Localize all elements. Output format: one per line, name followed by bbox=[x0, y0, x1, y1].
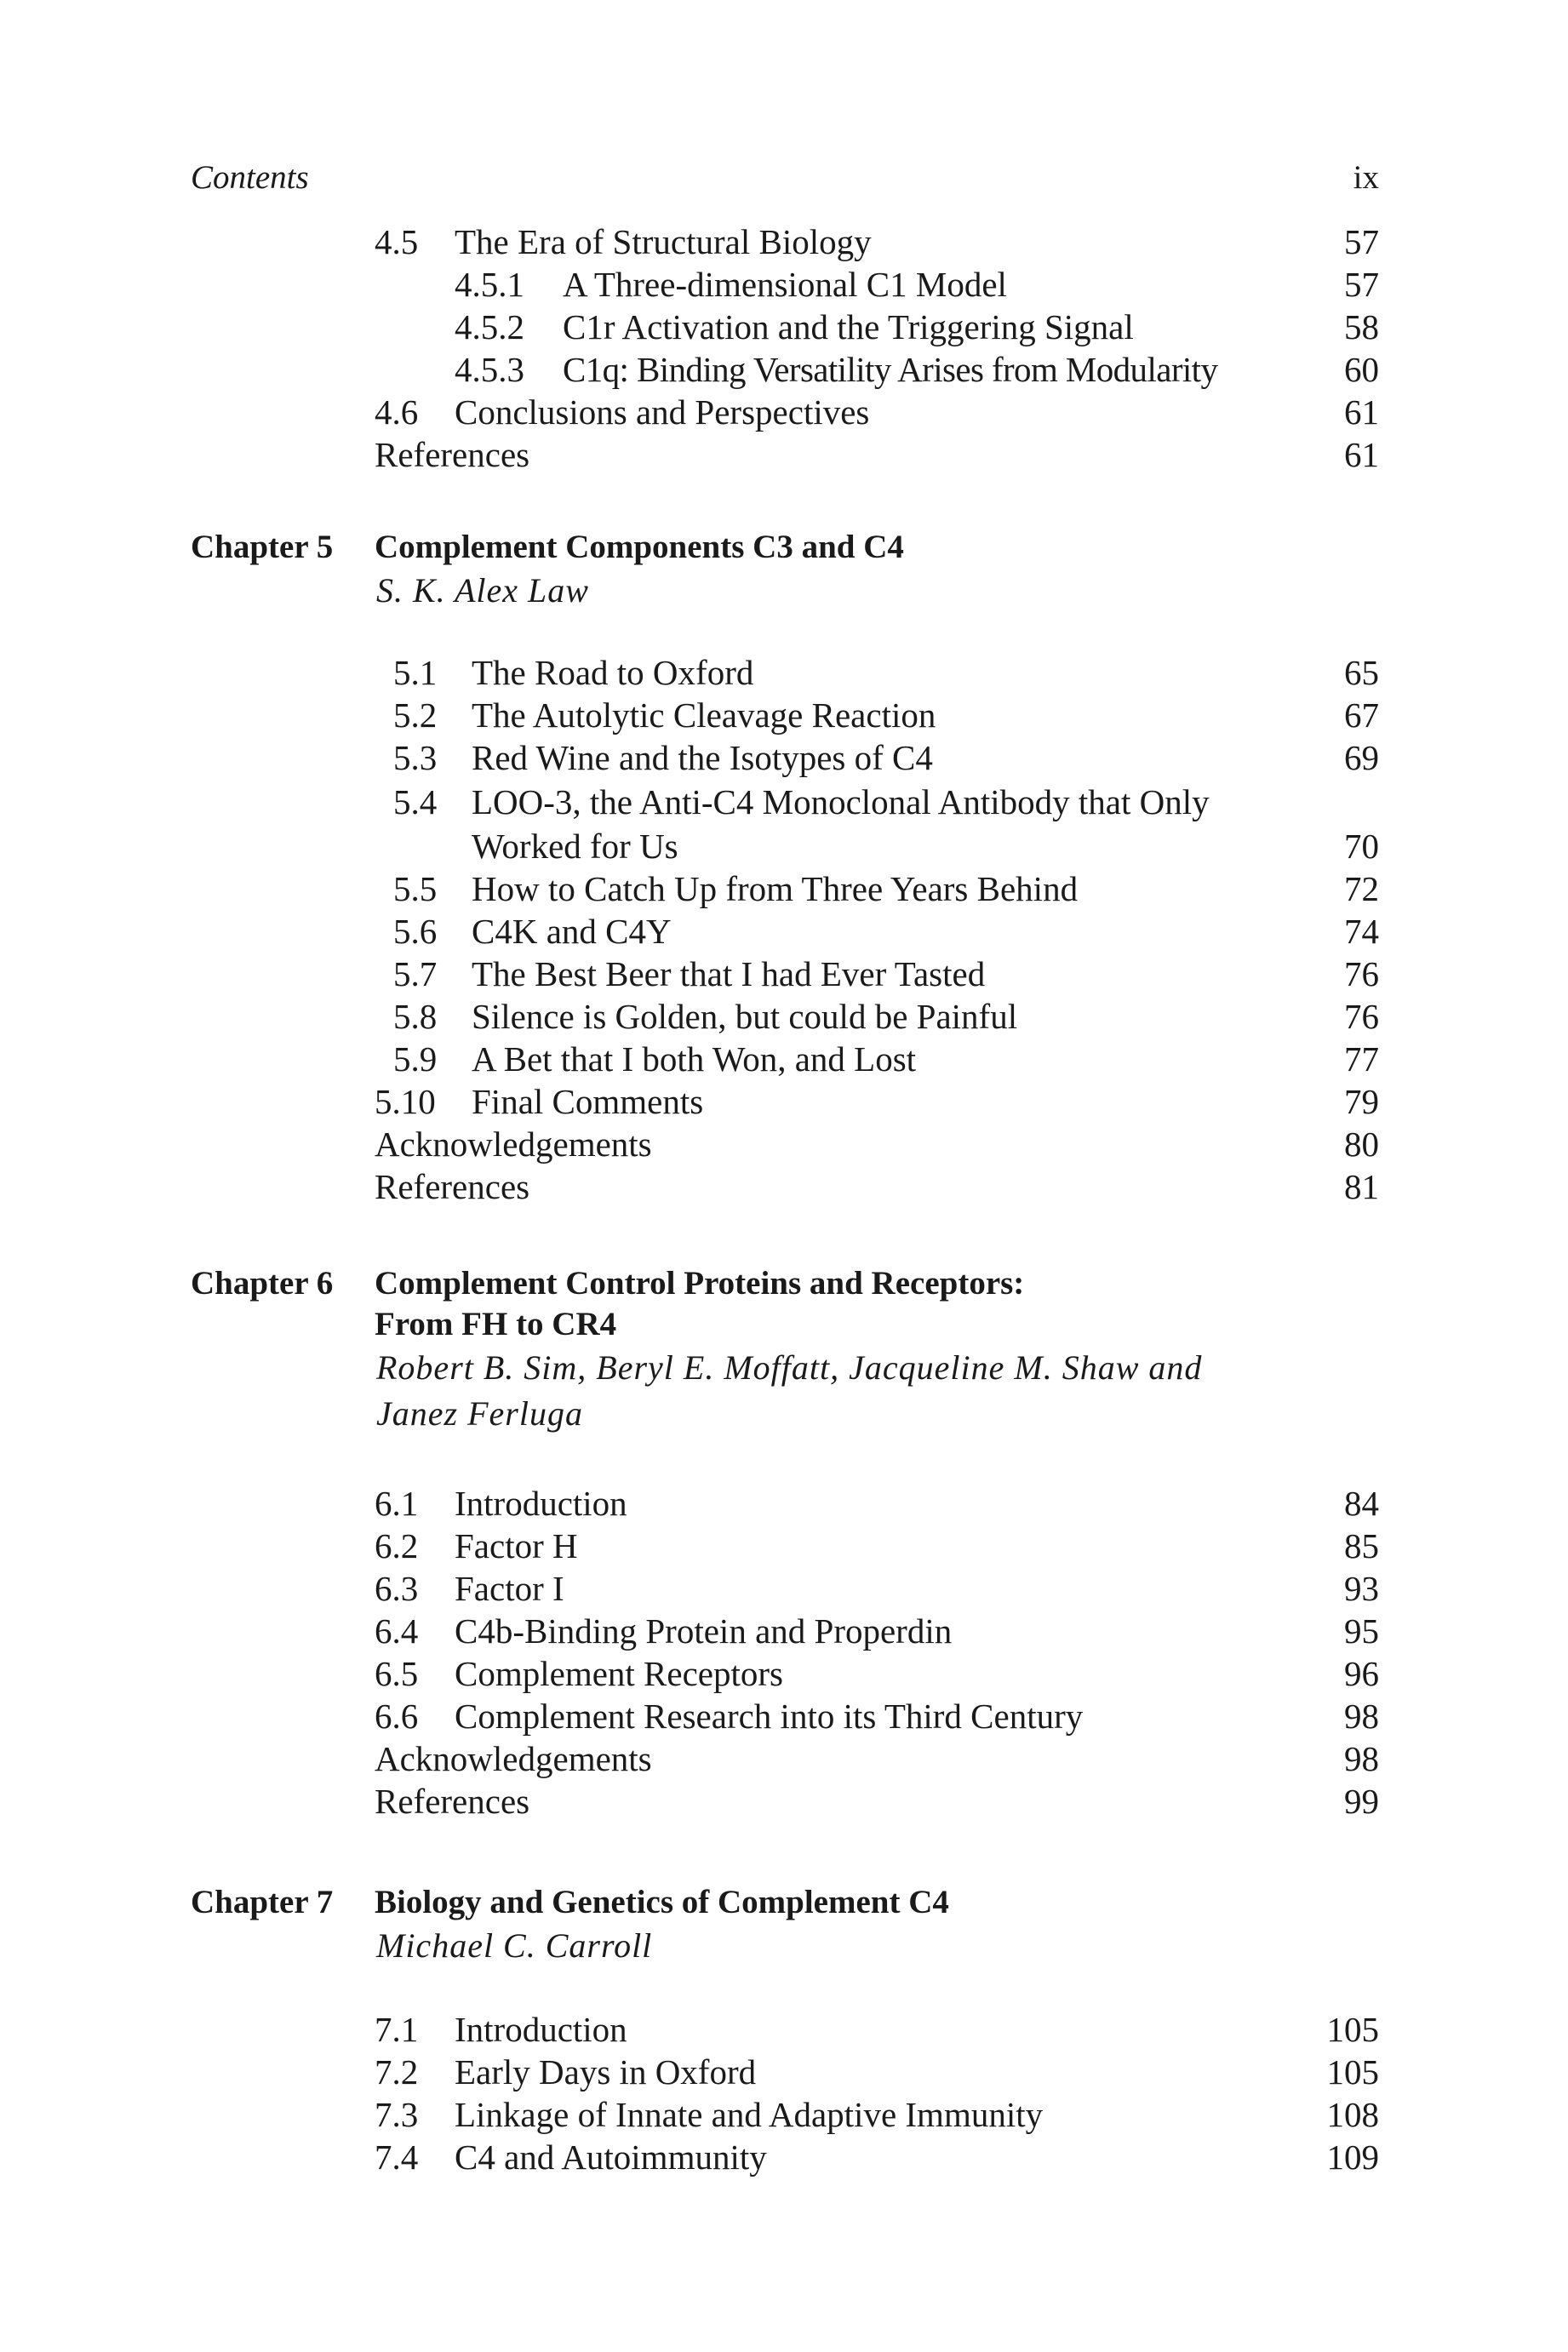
toc-entry-title: Conclusions and Perspectives bbox=[455, 392, 870, 432]
toc-entry-number: 4.5 bbox=[375, 222, 419, 261]
toc-entry[interactable] bbox=[191, 433, 1379, 476]
toc-entry-page: 57 bbox=[1344, 222, 1379, 261]
toc-entry-title: The Era of Structural Biology bbox=[455, 222, 872, 261]
toc-entry-number: 6.6 bbox=[375, 1697, 419, 1736]
toc-entry-page: 108 bbox=[1326, 2095, 1379, 2134]
toc-entry-number: 6.1 bbox=[375, 1484, 419, 1523]
toc-entry-number: 5.5 bbox=[393, 869, 438, 908]
toc-entry-number: 7.2 bbox=[375, 2052, 419, 2092]
toc-entry-number: 6.5 bbox=[375, 1654, 419, 1693]
toc-entry-page: 98 bbox=[1344, 1739, 1379, 1778]
toc-entry-title: C4 and Autoimmunity bbox=[455, 2137, 767, 2177]
toc-entry-number: 5.9 bbox=[393, 1039, 438, 1079]
toc-entry-title: Silence is Golden, but could be Painful bbox=[472, 997, 1018, 1036]
toc-entry-page: 109 bbox=[1326, 2137, 1379, 2177]
toc-entry-page: 57 bbox=[1344, 265, 1379, 304]
toc-entry-page: 61 bbox=[1344, 392, 1379, 432]
toc-entry[interactable] bbox=[191, 1123, 1379, 1165]
toc-entry-title: C1q: Binding Versatility Arises from Modularity bbox=[563, 350, 1218, 389]
toc-entry-title: Factor I bbox=[455, 1569, 564, 1608]
toc-entry-title: Linkage of Innate and Adaptive Immunity bbox=[455, 2095, 1044, 2134]
chapter4-continuation bbox=[191, 220, 1379, 476]
toc-entry-page: 61 bbox=[1344, 435, 1379, 474]
toc-entry-page: 98 bbox=[1344, 1697, 1379, 1736]
toc-entry[interactable] bbox=[191, 1080, 1379, 1123]
toc-entry[interactable] bbox=[191, 220, 1379, 263]
toc-entry-title: The Best Beer that I had Ever Tasted bbox=[472, 954, 986, 993]
chapter7-heading bbox=[191, 1881, 1379, 1970]
toc-entry-page: 93 bbox=[1344, 1569, 1379, 1608]
toc-entry[interactable] bbox=[191, 391, 1379, 433]
toc-entry[interactable] bbox=[191, 651, 1379, 694]
toc-entry-number: 5.1 bbox=[393, 653, 438, 692]
toc-entry[interactable] bbox=[191, 995, 1379, 1038]
toc-entry-page: 105 bbox=[1326, 2010, 1379, 2049]
chapter5-heading bbox=[191, 526, 1379, 615]
toc-entry-page: 85 bbox=[1344, 1526, 1379, 1565]
toc-entry-title: Early Days in Oxford bbox=[455, 2052, 757, 2092]
toc-entry-number: 5.8 bbox=[393, 997, 438, 1036]
toc-entry-page: 79 bbox=[1344, 1082, 1379, 1121]
toc-entry-number: 4.5.1 bbox=[455, 265, 524, 304]
toc-entry-page: 80 bbox=[1344, 1124, 1379, 1164]
page-number: ix bbox=[1353, 159, 1379, 196]
running-head bbox=[191, 158, 1379, 203]
toc-entry-page: 58 bbox=[1344, 307, 1379, 346]
toc-entry-title: References bbox=[375, 1782, 530, 1821]
toc-entry[interactable] bbox=[191, 2008, 1379, 2051]
chapter-author-line2: Janez Ferluga bbox=[376, 1394, 583, 1433]
toc-entry[interactable] bbox=[191, 1038, 1379, 1080]
chapter-author: Michael C. Carroll bbox=[376, 1926, 653, 1965]
toc-entry-page: 76 bbox=[1344, 954, 1379, 993]
toc-entry-number: 5.7 bbox=[393, 954, 438, 993]
chapter6-entries bbox=[191, 1482, 1379, 1823]
toc-entry-number: 4.5.3 bbox=[455, 350, 524, 389]
toc-entry[interactable] bbox=[191, 910, 1379, 953]
toc-entry-continuation[interactable] bbox=[191, 825, 1379, 867]
toc-entry-page: 96 bbox=[1344, 1654, 1379, 1693]
toc-entry-title: The Autolytic Cleavage Reaction bbox=[472, 695, 936, 735]
toc-entry-number: 6.3 bbox=[375, 1569, 419, 1608]
chapter-label: Chapter 5 bbox=[191, 529, 334, 565]
toc-entry-title: References bbox=[375, 1167, 530, 1206]
toc-entry-page: 72 bbox=[1344, 869, 1379, 908]
toc-entry-page: 81 bbox=[1344, 1167, 1379, 1206]
chapter-title-line2[interactable]: From FH to CR4 bbox=[375, 1306, 617, 1342]
chapter7-entries bbox=[191, 2008, 1379, 2178]
toc-entry-title: LOO-3, the Anti-C4 Monoclonal Antibody that Only bbox=[472, 782, 1210, 821]
chapter-label: Chapter 7 bbox=[191, 1884, 334, 1920]
toc-entry-page: 84 bbox=[1344, 1484, 1379, 1523]
toc-entry-number: 4.6 bbox=[375, 392, 419, 432]
toc-entry-page: 70 bbox=[1344, 827, 1379, 866]
toc-entry-page: 99 bbox=[1344, 1782, 1379, 1821]
toc-entry-number: 5.3 bbox=[393, 738, 438, 777]
toc-entry[interactable] bbox=[191, 694, 1379, 736]
toc-entry-page: 74 bbox=[1344, 912, 1379, 951]
toc-entry-title: Acknowledgements bbox=[375, 1739, 652, 1778]
toc-entry-title: Complement Receptors bbox=[455, 1654, 783, 1693]
toc-entry-title: Red Wine and the Isotypes of C4 bbox=[472, 738, 933, 777]
chapter-title-line1[interactable]: Complement Control Proteins and Receptors: bbox=[375, 1265, 1025, 1302]
toc-entry[interactable] bbox=[191, 1737, 1379, 1780]
toc-entry-title: Acknowledgements bbox=[375, 1124, 652, 1164]
toc-entry-page: 77 bbox=[1344, 1039, 1379, 1079]
toc-entry-page: 67 bbox=[1344, 695, 1379, 735]
toc-entry-number: 6.4 bbox=[375, 1611, 419, 1651]
toc-entry[interactable] bbox=[191, 1567, 1379, 1610]
toc-entry-title: C4K and C4Y bbox=[472, 912, 672, 951]
toc-entry-title: The Road to Oxford bbox=[472, 653, 754, 692]
toc-entry-number: 7.1 bbox=[375, 2010, 419, 2049]
toc-entry[interactable] bbox=[191, 1165, 1379, 1208]
toc-entry-number: 5.2 bbox=[393, 695, 438, 735]
toc-entry-title: References bbox=[375, 435, 530, 474]
toc-entry-number: 5.10 bbox=[375, 1082, 436, 1121]
toc-entry-number: 5.6 bbox=[393, 912, 438, 951]
toc-entry-title: Factor H bbox=[455, 1526, 578, 1565]
chapter-author: Robert B. Sim, Beryl E. Moffatt, Jacqueline M. Shaw and bbox=[376, 1348, 1203, 1387]
toc-entry-page: 69 bbox=[1344, 738, 1379, 777]
toc-entry[interactable] bbox=[191, 263, 1379, 306]
chapter-title[interactable]: Biology and Genetics of Complement C4 bbox=[375, 1884, 949, 1920]
toc-entry-number: 4.5.2 bbox=[455, 307, 524, 346]
toc-entry-number: 6.2 bbox=[375, 1526, 419, 1565]
toc-entry[interactable] bbox=[191, 2093, 1379, 2136]
toc-entry-title-line2: Worked for Us bbox=[472, 827, 678, 866]
toc-entry[interactable] bbox=[191, 1610, 1379, 1652]
toc-entry-title: Complement Research into its Third Century bbox=[455, 1697, 1084, 1736]
chapter5-entries bbox=[191, 651, 1379, 1208]
toc-entry-title: Introduction bbox=[455, 1484, 627, 1523]
toc-entry[interactable] bbox=[191, 953, 1379, 995]
toc-entry[interactable] bbox=[191, 2136, 1379, 2178]
toc-entry-number: 7.3 bbox=[375, 2095, 419, 2134]
toc-entry[interactable] bbox=[191, 1652, 1379, 1695]
chapter6-heading bbox=[191, 1262, 1379, 1441]
chapter-title[interactable]: Complement Components C3 and C4 bbox=[375, 529, 904, 565]
toc-entry-title: How to Catch Up from Three Years Behind bbox=[472, 869, 1079, 908]
toc-entry-page: 65 bbox=[1344, 653, 1379, 692]
toc-entry[interactable] bbox=[191, 306, 1379, 348]
toc-entry-page: 76 bbox=[1344, 997, 1379, 1036]
toc-entry-title: C1r Activation and the Triggering Signal bbox=[563, 307, 1134, 346]
toc-entry[interactable] bbox=[191, 736, 1379, 779]
toc-entry[interactable] bbox=[191, 2051, 1379, 2093]
toc-entry-title: A Bet that I both Won, and Lost bbox=[472, 1039, 917, 1079]
running-head-title: Contents bbox=[191, 159, 309, 196]
toc-entry[interactable] bbox=[191, 1695, 1379, 1737]
toc-entry-title: Introduction bbox=[455, 2010, 627, 2049]
toc-entry[interactable] bbox=[191, 1780, 1379, 1823]
toc-entry-title: Final Comments bbox=[472, 1082, 704, 1121]
chapter-label: Chapter 6 bbox=[191, 1265, 334, 1302]
toc-entry[interactable] bbox=[191, 867, 1379, 910]
toc-entry[interactable] bbox=[191, 1482, 1379, 1525]
toc-entry-title: C4b-Binding Protein and Properdin bbox=[455, 1611, 953, 1651]
toc-entry-page: 95 bbox=[1344, 1611, 1379, 1651]
toc-entry-title: A Three-dimensional C1 Model bbox=[563, 265, 1007, 304]
toc-entry-number: 5.4 bbox=[393, 782, 438, 821]
toc-entry[interactable] bbox=[191, 348, 1379, 391]
toc-entry[interactable] bbox=[191, 779, 1379, 825]
toc-entry-page: 60 bbox=[1344, 350, 1379, 389]
toc-entry-page: 105 bbox=[1326, 2052, 1379, 2092]
toc-entry[interactable] bbox=[191, 1525, 1379, 1567]
chapter-author: S. K. Alex Law bbox=[376, 571, 589, 609]
toc-entry-number: 7.4 bbox=[375, 2137, 419, 2177]
